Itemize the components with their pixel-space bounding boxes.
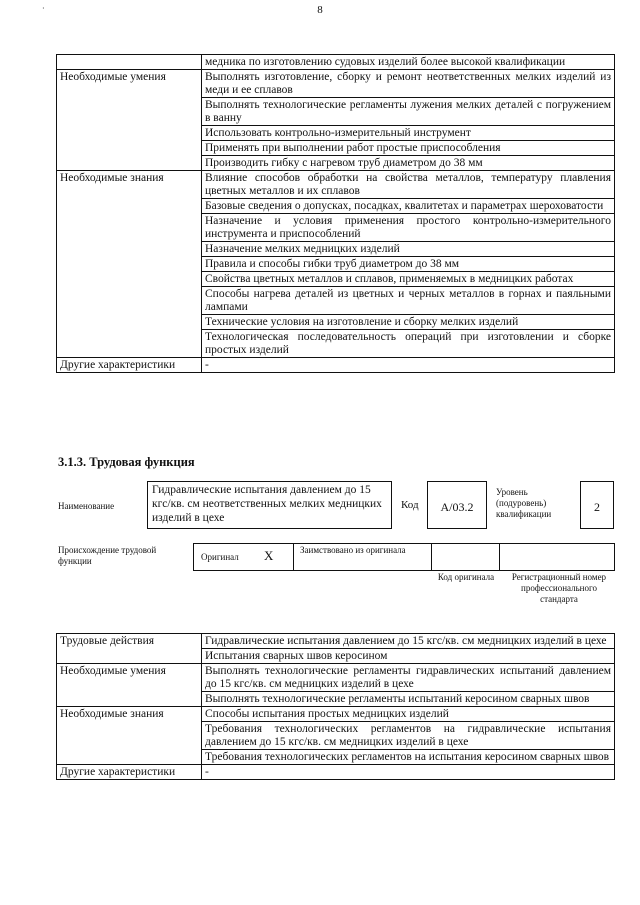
name-label: Наименование <box>58 501 115 511</box>
table-row <box>57 55 615 70</box>
row-item: медника по изготовлению судовых изделий более высокой квалификации <box>202 55 615 70</box>
row-item: Правила и способы гибки труб диаметром до 38 мм <box>202 257 615 272</box>
row-item: Использовать контрольно-измерительный инструмент <box>202 126 615 141</box>
code-box <box>427 481 487 529</box>
table-row <box>57 171 615 199</box>
function-name-box <box>147 481 392 529</box>
row-item: - <box>202 358 615 373</box>
row-item: Выполнять изготовление, сборку и ремонт неответственных мелких изделий из меди и ее сплавов <box>202 70 615 98</box>
level-label: Уровень (подуровень) квалификации <box>496 487 552 519</box>
row-item: Выполнять технологические регламенты гидравлических испытаний давлением до 15 кгс/кв. см медницких изделий в цехе <box>202 664 615 692</box>
row-item: Технологическая последовательность операций при изготовлении и сборке простых изделий <box>202 330 615 358</box>
table-row <box>57 707 615 722</box>
row-item: Свойства цветных металлов и сплавов, применяемых в медницких работах <box>202 272 615 287</box>
row-item: - <box>202 765 615 780</box>
table-row <box>57 358 615 373</box>
row-label: Трудовые действия <box>57 634 202 664</box>
row-label: Необходимые умения <box>57 70 202 171</box>
table-row <box>57 664 615 692</box>
row-label: Необходимые знания <box>57 171 202 358</box>
row-item: Испытания сварных швов керосином <box>202 649 615 664</box>
code-value: A/03.2 <box>440 500 474 514</box>
origin-divider-1 <box>293 543 294 571</box>
level-box <box>580 481 614 529</box>
code-label: Код <box>401 499 419 511</box>
row-item: Требования технологических регламентов на гидравлические испытания давлением до 15 кгс/кв. см медницких изделий в цехе <box>202 722 615 750</box>
row-item: Влияние способов обработки на свойства металлов, температуру плавления цветных металлов и их сплавов <box>202 171 615 199</box>
row-label: Другие характеристики <box>57 765 202 780</box>
table-row <box>57 70 615 98</box>
original-label: Оригинал <box>201 552 239 562</box>
skills-knowledge-table <box>56 54 615 373</box>
reg-caption: Регистрационный номер профессионального стандарта <box>511 572 607 604</box>
row-item: Требования технологических регламентов на испытания керосином сварных швов <box>202 750 615 765</box>
row-item: Назначение и условия применения простого контрольно-измерительного инструмента и приспособлений <box>202 214 615 242</box>
origin-label: Происхождение трудовой функции <box>58 545 157 566</box>
origin-divider-2 <box>431 543 432 571</box>
level-value: 2 <box>594 500 600 514</box>
row-item: Технические условия на изготовление и сборку мелких изделий <box>202 315 615 330</box>
row-item: Назначение мелких медницких изделий <box>202 242 615 257</box>
section-heading: 3.1.3. Трудовая функция <box>58 455 195 469</box>
function-name-value: Гидравлические испытания давлением до 15 кгс/кв. см неответственных мелких медницких изделий в цехе <box>152 484 382 524</box>
table-row <box>57 765 615 780</box>
origin-divider-3 <box>499 543 500 571</box>
row-item: Способы испытания простых медницких изделий <box>202 707 615 722</box>
page-mark: · <box>42 4 45 13</box>
page-number: 8 <box>317 4 323 16</box>
original-mark: X <box>264 548 274 563</box>
row-label: Необходимые знания <box>57 707 202 765</box>
borrowed-label: Заимствовано из оригинала <box>300 545 406 555</box>
row-item: Выполнять технологические регламенты испытаний керосином сварных швов <box>202 692 615 707</box>
row-label: Другие характеристики <box>57 358 202 373</box>
row-item: Производить гибку с нагревом труб диаметром до 38 мм <box>202 156 615 171</box>
row-item: Применять при выполнении работ простые приспособления <box>202 141 615 156</box>
row-label: Необходимые умения <box>57 664 202 707</box>
row-item: Выполнять технологические регламенты лужения мелких деталей с погружением в ванну <box>202 98 615 126</box>
row-label <box>57 55 202 70</box>
code-caption: Код оригинала <box>437 572 495 582</box>
table-row <box>57 634 615 649</box>
row-item: Способы нагрева деталей из цветных и черных металлов в горнах и паяльными лампами <box>202 287 615 315</box>
labor-actions-table <box>56 633 615 780</box>
row-item: Базовые сведения о допусках, посадках, квалитетах и параметрах шероховатости <box>202 199 615 214</box>
row-item: Гидравлические испытания давлением до 15 кгс/кв. см медницких изделий в цехе <box>202 634 615 649</box>
